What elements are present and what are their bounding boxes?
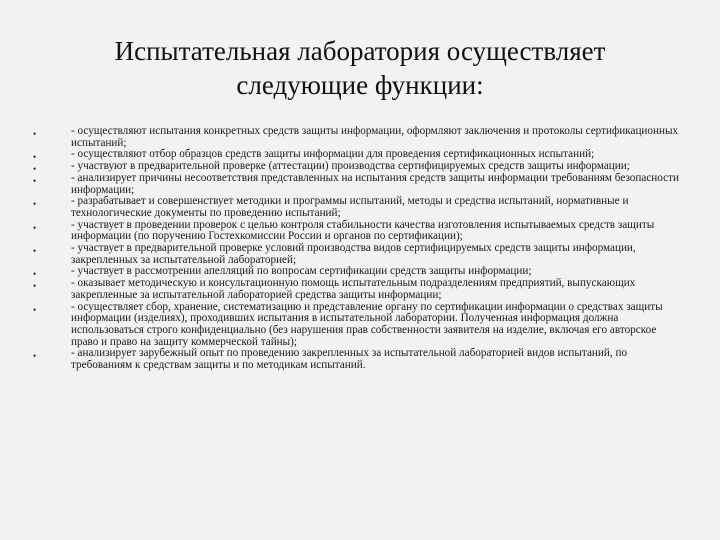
list-item xyxy=(30,348,682,371)
list-item xyxy=(30,220,682,243)
list-item xyxy=(30,196,682,219)
list-item xyxy=(30,302,682,349)
bullet-icon: • xyxy=(33,164,37,175)
list-item xyxy=(30,126,682,149)
list-item-text: - участвуют в предварительной проверке (аттестации) производства сертифицируемых средств защиты информации; xyxy=(71,160,630,173)
list-item-text: - осуществляют отбор образцов средств защиты информации для проведения сертификационных испытаний; xyxy=(71,148,595,161)
slide-title xyxy=(60,34,660,102)
list-item-text: - анализирует зарубежный опыт по проведению закрепленных за испытательной лабораторией видов испытаний, по требованиям к средствам защиты и по методикам испытаний. xyxy=(71,347,628,372)
list-item-text: - участвует в проведении проверок с целью контроля стабильности качества изготовления испытываемых средств защиты информации (по поручению Гостехкомиссии России и органов по сертификации); xyxy=(71,218,655,243)
bullet-icon: • xyxy=(33,175,37,186)
functions-list xyxy=(30,126,682,372)
list-item xyxy=(30,173,682,196)
bullet-icon: • xyxy=(33,152,37,163)
list-item-text: - участвует в рассмотрении апелляций по вопросам сертификации средств защиты информации; xyxy=(71,265,532,278)
title-line-2: следующие функции: xyxy=(236,70,484,100)
bullet-icon: • xyxy=(33,246,37,257)
list-item-text: - осуществляют испытания конкретных средств защиты информации, оформляют заключения и протоколы сертификационных испытаний; xyxy=(71,125,679,149)
bullet-icon: • xyxy=(33,304,37,315)
list-item-text: - оказывает методическую и консультационную помощь испытательным подразделениям предприятий, выпускающих закрепленные за испытательной лабораторией средства защиты информации; xyxy=(71,277,636,301)
bullet-icon: • xyxy=(33,199,37,210)
bullet-icon: • xyxy=(33,269,37,280)
list-item-text: - участвует в предварительной проверке условий производства видов сертифицируемых средств защиты информации, закрепленных за испытательной лабораторией; xyxy=(71,242,636,266)
bullet-icon: • xyxy=(33,222,37,233)
list-item xyxy=(30,243,682,266)
bullet-icon: • xyxy=(33,281,37,292)
bullet-icon: • xyxy=(33,129,37,139)
list-item-text: - осуществляет сбор, хранение, систематизацию и представление органу по сертификации информации о средствах защиты информации (изделиях), проходивших испытания в испытательной лаборатории. Полученная информация должна использоваться строго конфиденциально (без нарушения прав собственности заявителя на изделие, включая его авторское право и право на защиту коммерческой тайны); xyxy=(71,300,663,348)
bullet-icon: • xyxy=(33,351,37,362)
list-item-text: - разрабатывает и совершенствует методики и программы испытаний, методы и средства испытаний, нормативные и технологические документы по проведению испытаний; xyxy=(71,195,629,219)
list-item-text: - анализирует причины несоответствия представленных на испытания средств защиты информации требованиям безопасности информации; xyxy=(71,171,680,196)
list-item xyxy=(30,278,682,301)
title-line-1: Испытательная лаборатория осуществляет xyxy=(114,36,606,66)
